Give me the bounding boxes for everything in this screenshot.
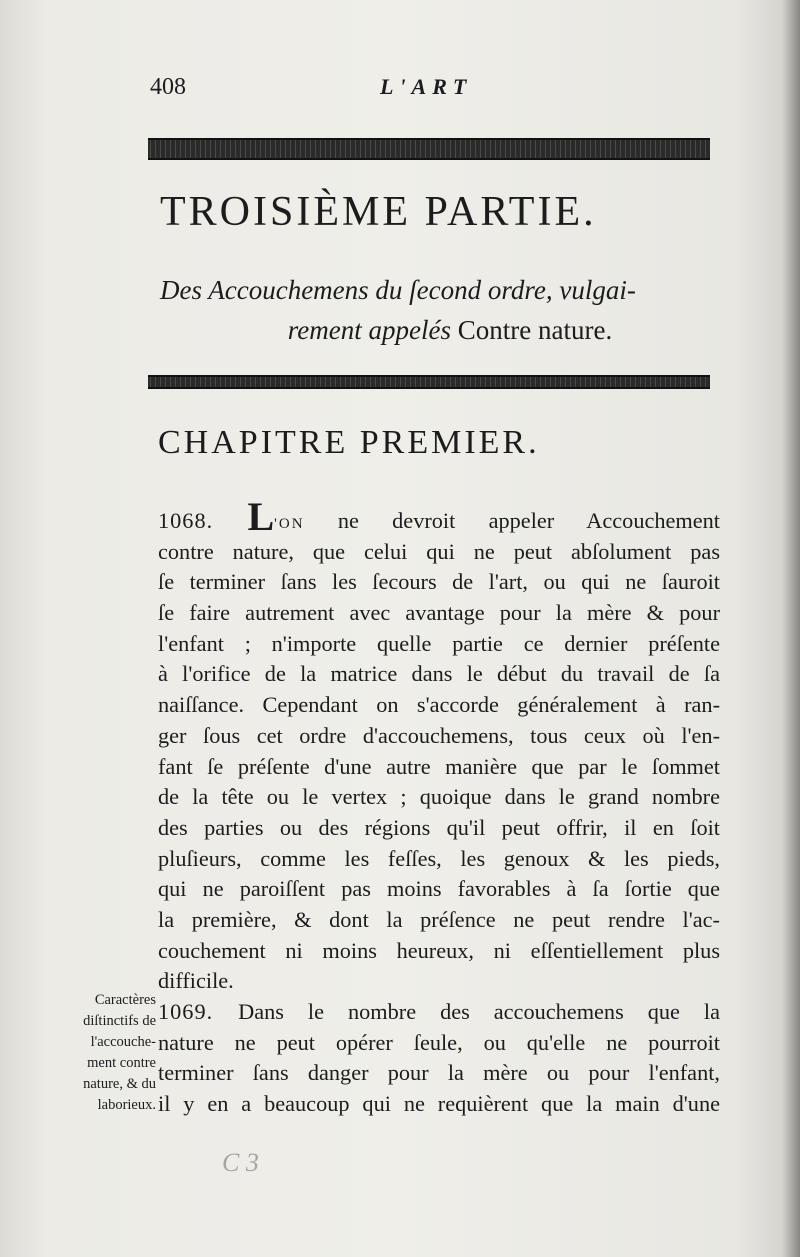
body-text [158,494,720,1120]
text-line [158,629,720,660]
margin-note-line: laborieux. [97,1097,156,1113]
part-title: TROISIÈME PARTIE. [160,189,597,235]
signature-mark: C 3 [222,1148,259,1177]
text-line [158,905,720,936]
text-line [158,1028,720,1059]
margin-note-line: nature, & du [83,1076,156,1092]
line-text: terminer ſans danger pour la mère ou pour l'enfant, [158,1060,720,1086]
line-text: nature ne peut opérer ſeule, ou qu'elle ne pourroit [158,1029,720,1055]
drop-cap: L [247,494,275,539]
text-line [158,598,720,629]
margin-note-line: l'accouche- [90,1034,156,1050]
line-text: qui ne paroiſſent pas moins favorables à ſa ſortie que [158,876,720,902]
margin-note-line: Caractères [94,992,156,1008]
line-text: Dans le nombre des accouchemens que la [238,999,720,1024]
line-text: pluſieurs, comme les feſſes, les genoux & les pieds, [158,845,720,871]
subtitle-roman: Contre nature. [457,315,613,345]
part-subtitle [160,270,720,350]
line-text: couchement ni moins heureux, ni eſſentiellement plus [158,937,720,963]
text-line [158,537,720,568]
text-line [158,721,720,752]
text-line [158,813,720,844]
line-text: l'enfant ; n'importe quelle partie ce dernier préſente [158,630,720,656]
line-text: difficile. [158,968,234,994]
line-text: ger ſous cet ordre d'accouchemens, tous ceux où l'en- [158,722,720,748]
text-line [158,494,720,539]
text-line [158,690,720,721]
page-header [150,74,710,104]
text-line [158,966,720,997]
text-line [158,936,720,967]
text-line [158,844,720,875]
text-line [158,659,720,690]
small-caps: 'ON [274,516,305,532]
text-line [158,997,720,1028]
ornamental-rule-bottom [148,375,710,389]
paragraph-number: 1069. [158,999,239,1024]
text-line [158,752,720,783]
chapter-title: CHAPITRE PREMIER. [158,424,540,461]
page-edge-shadow [782,0,800,1257]
line-text: à l'orifice de la matrice dans le début du travail de ſa [158,661,720,687]
page-number: 408 [150,74,186,100]
line-text: naiſſance. Cependant on s'accorde généralement à ran- [158,692,720,718]
text-line [158,1058,720,1089]
line-text: il y en a beaucoup qui ne requièrent que la main d'une [158,1091,720,1117]
text-line [158,874,720,905]
running-title: L'ART [380,74,473,99]
line-text: fant ſe préſente d'une autre manière que par le ſommet [158,753,720,779]
line-text: ſe terminer ſans les ſecours de l'art, ou qui ne ſauroit [158,569,720,595]
line-text: la première, & dont la préſence ne peut rendre l'ac- [158,906,720,932]
subtitle-line-1: Des Accouchemens du ſecond ordre, vulgai- [160,275,636,305]
line-text: de la tête ou le vertex ; quoique dans le grand nombre [158,784,720,810]
line-text: des parties ou des régions qu'il peut offrir, il en ſoit [158,814,720,840]
margin-note-line: ment contre [87,1055,156,1071]
line-text: ne devroit appeler Accouchement [304,508,720,533]
margin-note-line: diſtinctifs de [83,1013,156,1029]
subtitle-line-2 [160,310,720,350]
text-line [158,782,720,813]
margin-note [44,990,156,1116]
ornamental-rule-top [148,138,710,160]
line-text: contre nature, que celui qui ne peut abſolument pas [158,538,720,564]
text-line [158,1089,720,1120]
line-text: ſe faire autrement avec avantage pour la mère & pour [158,600,720,626]
text-line [158,567,720,598]
paragraph-number: 1068. [158,508,248,533]
subtitle-italic: rement appelés [287,315,451,345]
